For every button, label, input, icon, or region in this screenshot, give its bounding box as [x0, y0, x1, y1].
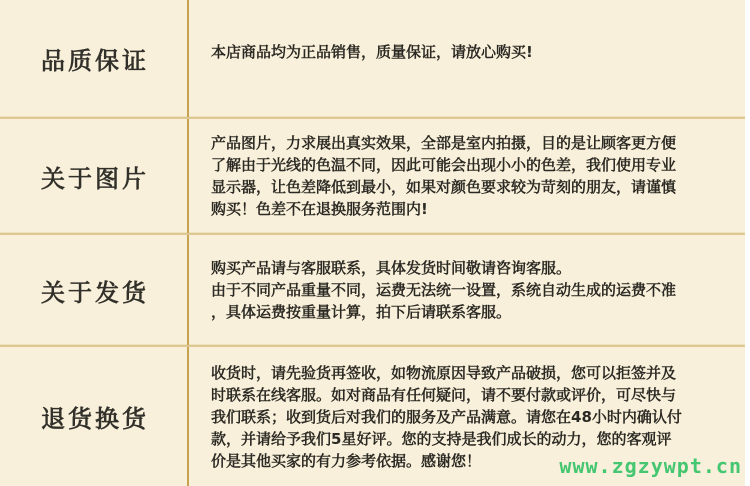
- row-label-quality: 品质保证: [41, 47, 149, 75]
- row-content-cell: [189, 119, 745, 233]
- row-label-cell: [0, 347, 189, 486]
- row-label-shipping: 关于发货: [41, 278, 149, 307]
- row-content-pictures: 产品图片，力求展出真实效果，全部是室内拍摄，目的是让顾客更方便 了解由于光线的色温不同，因此可能会出现小小的色差，我们使用专业 显示器，让色差降低到最小，如果对颜色要求较为苛刻的朋友，请谨慎 购买！色差不在退换服务范围内!: [211, 134, 677, 218]
- row-content-cell: [189, 235, 745, 345]
- row-content-cell: [189, 0, 745, 117]
- info-row-quality: [0, 0, 745, 119]
- watermark-url: www.zgzywpt.cn: [559, 454, 742, 478]
- row-content-returns: 收货时，请先验货再签收，如物流原因导致产品破损，您可以拒签并及 时联系在线客服。如对商品有任何疑问，请不要付款或评价，可尽快与 我们联系；收到货后对我们的服务及产品满意。请您在48小时内确认付 款，并请给予我们5星好评。您的支持是我们成长的动力，您的客观评 价是其他买家的有力参考依据。感谢您！: [211, 363, 682, 470]
- row-label-cell: [0, 235, 189, 345]
- row-label-cell: [0, 0, 189, 117]
- row-label-returns: 退货换货: [41, 405, 149, 433]
- row-label-cell: [0, 119, 189, 233]
- row-label-pictures: 关于图片: [41, 164, 149, 193]
- info-row-pictures: [0, 119, 745, 235]
- info-row-shipping: [0, 235, 745, 347]
- row-content-quality: 本店商品均为正品销售，质量保证，请放心购买!: [211, 42, 533, 61]
- row-content-shipping: 购买产品请与客服联系，具体发货时间敬请咨询客服。 由于不同产品重量不同，运费无法统一设置，系统自动生成的运费不准 ，具体运费按重量计算，拍下后请联系客服。: [211, 259, 677, 321]
